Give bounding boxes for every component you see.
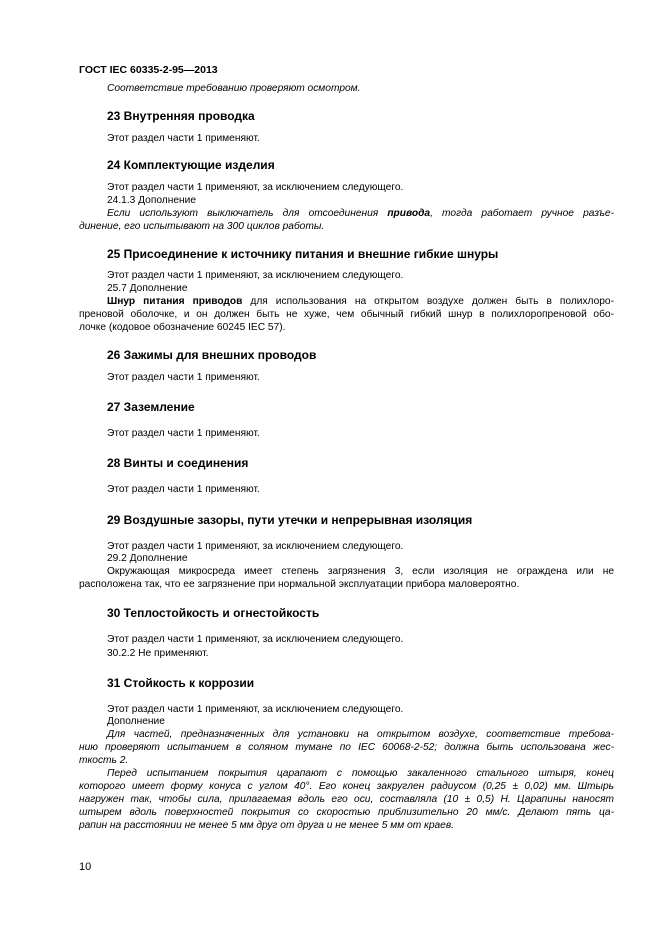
- section-24-text-2: [107, 208, 614, 220]
- section-29-text-3: расположена так, что ее загрязнение при нормальной эксплуатации прибора маловероятно.: [79, 579, 520, 590]
- section-28-title: 28 Винты и соединения: [107, 456, 249, 470]
- section-25-subclause: 25.7 Дополнение: [107, 283, 188, 294]
- section-24-title: 24 Комплектующие изделия: [107, 158, 275, 172]
- section-31-text-6: которого имеет форму конуса с углом 40°. Его конец закруглен радиусом (0,25 ± 0,02) мм. Штырь: [79, 781, 614, 792]
- section-24-text-2c: , тогда работает ручное разъе-: [430, 208, 614, 219]
- section-27-text: Этот раздел части 1 применяют.: [107, 428, 260, 439]
- section-25-text-4: лочке (кодовое обозначение 60245 IEC 57).: [79, 322, 286, 333]
- intro-text: Соответствие требованию проверяют осмотром.: [107, 83, 361, 94]
- section-31-title: 31 Стойкость к коррозии: [107, 676, 255, 690]
- section-31-text-2: Для частей, предназначенных для установки на открытом воздухе, соответствие требова-: [107, 729, 614, 740]
- section-29-title: 29 Воздушные зазоры, пути утечки и непрерывная изоляция: [107, 513, 473, 527]
- section-28-text: Этот раздел части 1 применяют.: [107, 484, 260, 495]
- section-31-text-3: нию проверяют испытанием в соляном тумане по IEC 60068-2-52; должна быть использована жес-: [79, 742, 614, 753]
- section-26-text: Этот раздел части 1 применяют.: [107, 372, 260, 383]
- section-23-title: 23 Внутренняя проводка: [107, 109, 255, 123]
- section-29-text-2: Окружающая микросреда имеет степень загрязнения 3, если изоляция не ограждена или не: [107, 566, 614, 577]
- section-31-text-8: штырем вдоль поверхностей покрытия со скоростью приблизительно 20 мм/с. Делают пять ца-: [79, 807, 614, 818]
- section-25-text-2: [107, 296, 614, 308]
- standard-header: ГОСТ IEC 60335-2-95—2013: [79, 64, 218, 76]
- section-29-subclause: 29.2 Дополнение: [107, 553, 188, 564]
- section-25-text-1: Этот раздел части 1 применяют, за исключением следующего.: [107, 270, 404, 281]
- section-24-text-2a: Если используют выключатель для отсоединения: [107, 208, 388, 219]
- section-24-text-1: Этот раздел части 1 применяют, за исключением следующего.: [107, 182, 404, 193]
- section-25-text-2b: для использования на открытом воздухе должен быть в полихлоро-: [242, 296, 614, 307]
- section-31-text-4: ткость 2.: [79, 755, 129, 766]
- page-number: 10: [79, 861, 92, 873]
- section-29-text-1: Этот раздел части 1 применяют, за исключением следующего.: [107, 541, 404, 552]
- section-31-text-1: Этот раздел части 1 применяют, за исключением следующего.: [107, 704, 404, 715]
- section-30-subclause: 30.2.2 Не применяют.: [107, 648, 209, 659]
- section-24-term: привода: [387, 208, 431, 219]
- section-24-subclause: 24.1.3 Дополнение: [107, 195, 197, 206]
- section-27-title: 27 Заземление: [107, 400, 195, 414]
- section-31-addition: Дополнение: [107, 716, 165, 727]
- section-31-text-9: рапин на расстоянии не менее 5 мм друг от друга и не менее 5 мм от краев.: [79, 820, 454, 831]
- section-25-term: Шнур питания приводов: [107, 296, 243, 307]
- section-31-text-5: Перед испытанием покрытия царапают с помощью закаленного стального штыря, конец: [107, 768, 614, 779]
- section-25-title: 25 Присоединение к источнику питания и внешние гибкие шнуры: [107, 247, 499, 261]
- section-25-text-3: преновой оболочке, и он должен быть не хуже, чем обычный гибкий шнур в полихлоропреновой обо-: [79, 309, 614, 320]
- section-30-title: 30 Теплостойкость и огнестойкость: [107, 606, 320, 620]
- section-24-text-3: динение, его испытывают на 300 циклов работы.: [79, 221, 325, 232]
- section-31-text-7: нагружен так, чтобы сила, прилагаемая вдоль его оси, составляла (10 ± 0,5) Н. Царапины наносят: [79, 794, 614, 805]
- section-30-text-1: Этот раздел части 1 применяют, за исключением следующего.: [107, 634, 404, 645]
- section-23-text: Этот раздел части 1 применяют.: [107, 133, 260, 144]
- section-26-title: 26 Зажимы для внешних проводов: [107, 348, 317, 362]
